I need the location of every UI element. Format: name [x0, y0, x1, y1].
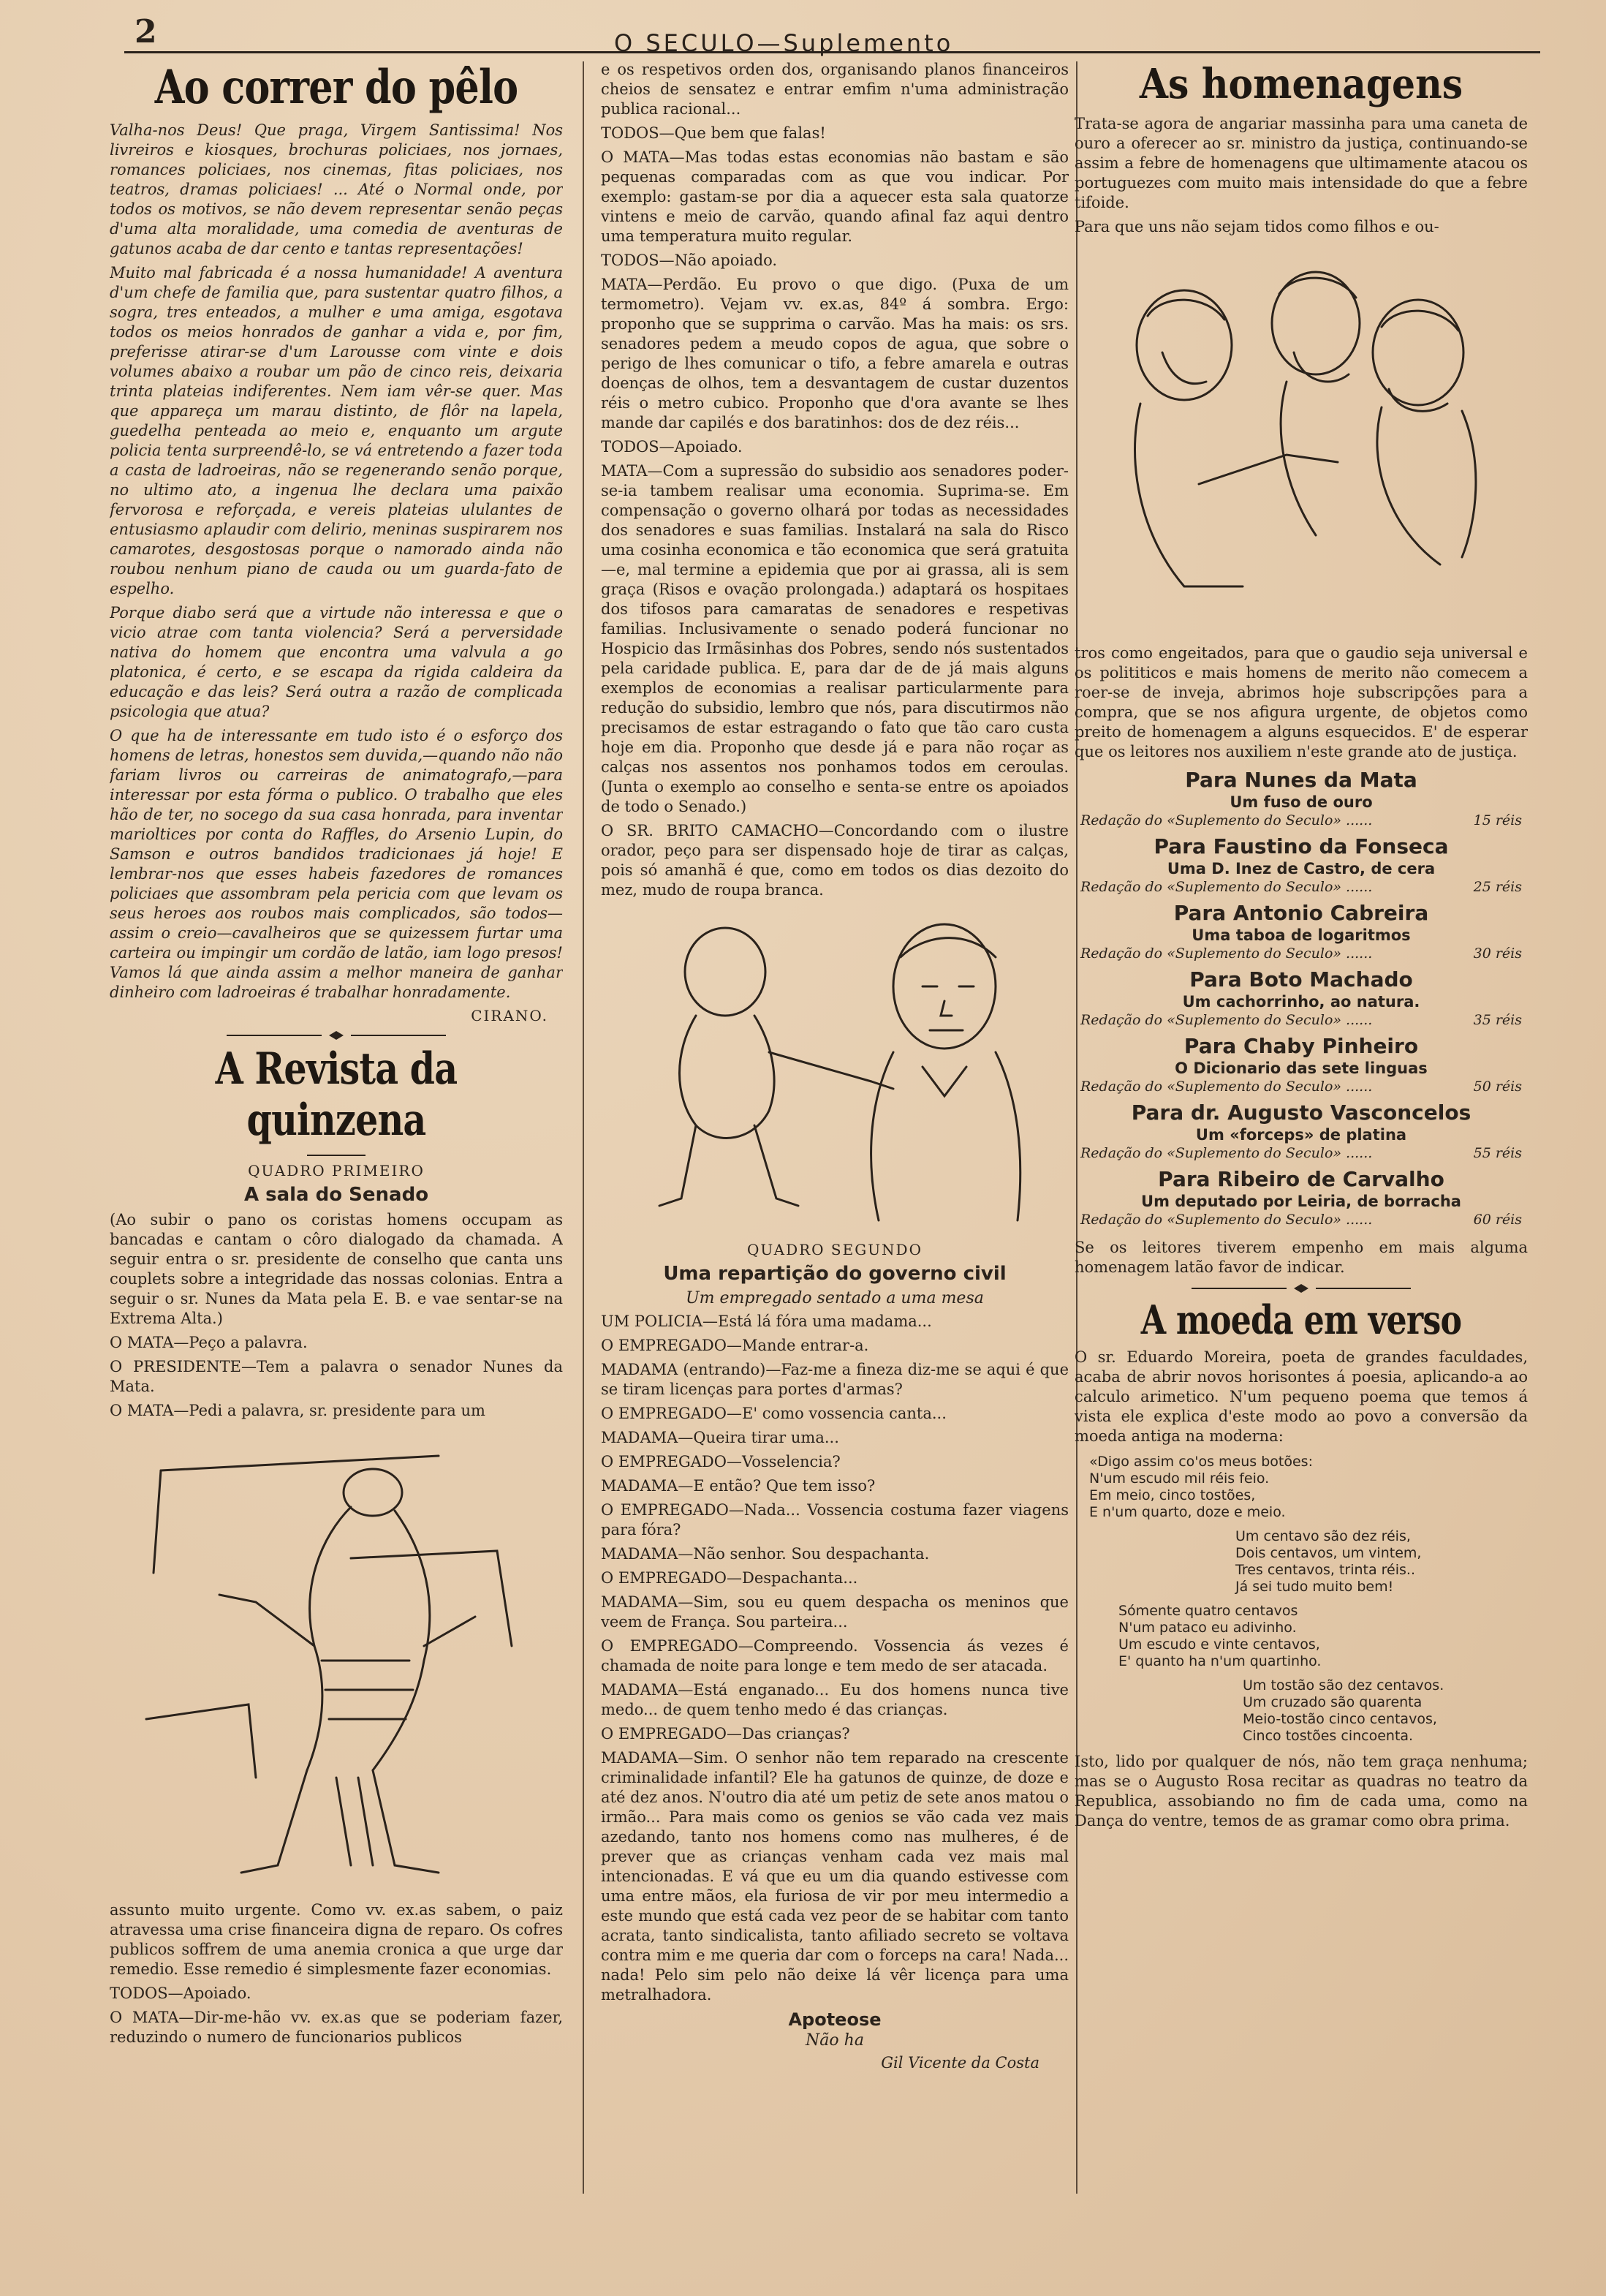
- homenagem-gift: Uma taboa de logaritmos: [1192, 926, 1411, 944]
- homenagem-recipient: Para Faustino da Fonseca: [1154, 834, 1449, 858]
- poem-stanza: [1243, 1677, 1528, 1745]
- dialogue-line: MADAMA—Queira tirar uma...: [601, 1429, 839, 1446]
- article-body: [110, 121, 563, 1002]
- poem-line: Um tostão são dez centavos.: [1243, 1677, 1444, 1693]
- homenagem-recipient: Para dr. Augusto Vasconcelos: [1131, 1100, 1471, 1125]
- paragraph: O SR. BRITO CAMACHO—Concordando com o ilustre orador, peço para ser dispensado hoje de tirar as calças, pois só amanhã é que, como em todos os dias dezoito do mez, mudo de roupa branca.: [601, 822, 1069, 899]
- homenagem-amount: 15 réis: [1473, 812, 1522, 828]
- homenagem-entry: [1075, 834, 1528, 895]
- paragraph: O MATA—Peço a palavra.: [110, 1334, 308, 1351]
- homenagem-recipient: Para Ribeiro de Carvalho: [1158, 1167, 1444, 1191]
- homenagem-entry: [1075, 768, 1528, 828]
- paragraph: Se os leitores tiverem empenho em mais alguma homenagem latão favor de indicar.: [1075, 1239, 1528, 1276]
- signature: CIRANO.: [471, 1007, 548, 1024]
- poem-line: N'um pataco eu adivinho.: [1118, 1620, 1297, 1636]
- poem-line: «Digo assim co'os meus botões:: [1089, 1454, 1313, 1470]
- homenagem-amount: 50 réis: [1473, 1079, 1522, 1095]
- poem-line: Um centavo são dez réis,: [1235, 1528, 1411, 1544]
- dialogue-line: MADAMA—Não senhor. Sou despachanta.: [601, 1545, 930, 1563]
- homenagem-gift: Um cachorrinho, ao natura.: [1182, 993, 1420, 1011]
- paragraph: TODOS—Não apoiado.: [601, 252, 778, 269]
- poem-line: E' quanto ha n'um quartinho.: [1118, 1653, 1322, 1669]
- ornament-divider: [1075, 1283, 1528, 1294]
- dialogue-line: O EMPREGADO—Compreendo. Vossencia ás vezes é chamada de noite para longe e tem medo de ser atacada.: [601, 1637, 1069, 1674]
- homenagem-line: [1075, 1212, 1528, 1228]
- paragraph: Para que uns não sejam tidos como filhos e ou-: [1075, 218, 1439, 235]
- dialogue-line: O EMPREGADO—Vosselencia?: [601, 1453, 841, 1470]
- dialogue-line: MADAMA—Sim. O senhor não tem reparado na crescente criminalidade infantil? Ele ha gatunos de quinze, de doze e até dez anos. N'outro dia até um petiz de sete anos matou o irmão... Para mais como os genios se vão cada vez mais azedando, tanto nos homens como nas mulheres, é de prever que as crianças venham cada vez mais mal intencionadas. E vá que eu um dia quando estivesse com uma entre mãos, ela furiosa de vir por meu intermedio a este mundo que está cada vez peor de se habitar com tanto acrata, tanto sindicalista, tanto afiliado secreto se voltava contra mim e me queria dar com o forceps na cara! Nada... nada! Pelo sim pelo não deixe lá vêr licença para uma metralhadora.: [601, 1749, 1069, 2004]
- paragraph: e os respetivos orden dos, organisando planos financeiros cheios de sensatez e entrar emfim n'uma administração publica racional...: [601, 61, 1069, 118]
- homenagem-amount: 60 réis: [1473, 1212, 1522, 1228]
- dialogue-line: O EMPREGADO—Despachanta...: [601, 1569, 858, 1587]
- column-left: [110, 60, 563, 2238]
- homenagem-amount: 55 réis: [1473, 1145, 1522, 1161]
- article-title: Ao correr do pêlo: [154, 60, 518, 115]
- paragraph: tros como engeitados, para que o gaudio seja universal e os polititicos e mais homens de merito não comecem a roer-se de inveja, abrimos hoje subscripções para a compra, que se nos afigura urgente, de objetos como preito de homenagem a alguns esquecidos. E' de esperar que os leitores nos auxiliem n'este grande ato de justiça.: [1075, 644, 1528, 760]
- page-number: 2: [135, 13, 157, 50]
- homenagem-source: Redação do «Suplemento do Seculo» ......: [1080, 879, 1373, 895]
- article-title: A Revista da quinzena: [215, 1043, 458, 1146]
- poem-line: Meio-tostão cinco centavos,: [1243, 1711, 1437, 1727]
- poem-line: Cinco tostões cincoenta.: [1243, 1728, 1414, 1744]
- homenagem-recipient: Para Boto Machado: [1189, 967, 1413, 992]
- homenagem-line: [1075, 1012, 1528, 1028]
- paragraph: assunto muito urgente. Como vv. ex.as sabem, o paiz atravessa uma crise financeira digna de reparo. Os cofres publicos soffrem de uma anemia cronica a que urge dar remedio. Esse remedio é simplesmente fazer economias.: [110, 1901, 563, 1978]
- homenagem-gift: Uma D. Inez de Castro, de cera: [1167, 860, 1436, 877]
- poem-stanza: [1089, 1454, 1528, 1521]
- author-signature: Gil Vicente da Costa: [881, 2054, 1039, 2072]
- poem-line: Sómente quatro centavos: [1118, 1603, 1298, 1619]
- homenagem-gift: O Dicionario das sete linguas: [1175, 1060, 1428, 1077]
- homenagem-entry: [1075, 967, 1528, 1028]
- homenagem-line: [1075, 879, 1528, 895]
- homenagem-line: [1075, 1079, 1528, 1095]
- poem-stanza: [1235, 1528, 1528, 1596]
- dialogue-line: O EMPREGADO—E' como vossencia canta...: [601, 1405, 947, 1422]
- homenagem-line: [1075, 812, 1528, 828]
- ornament-divider: [110, 1152, 563, 1159]
- dialogue-line: MADAMA (entrando)—Faz-me a fineza diz-me se aqui é que se tiram licenças para portes d'armas?: [601, 1361, 1069, 1398]
- dialogue-line: UM POLICIA—Está lá fóra uma madama...: [601, 1313, 932, 1330]
- homenagem-source: Redação do «Suplemento do Seculo» ......: [1080, 812, 1373, 828]
- poem-line: Dois centavos, um vintem,: [1235, 1545, 1422, 1561]
- dialogue-line: MADAMA—Sim, sou eu quem despacha os meninos que veem de França. Sou parteira...: [601, 1593, 1069, 1631]
- homenagem-entry: [1075, 1034, 1528, 1095]
- poem-line: Um cruzado são quarenta: [1243, 1694, 1423, 1710]
- illustration-baby-and-man: [630, 906, 1039, 1235]
- paragraph: O sr. Eduardo Moreira, poeta de grandes faculdades, acaba de abrir novos horisontes á poesia, aplicando-a ao calculo arimetico. N'um pequeno poema que temos á vista ele explica d'este modo ao povo a conversão da moeda antiga na moderna:: [1075, 1348, 1528, 1445]
- scene-label: QUADRO SEGUNDO: [747, 1241, 923, 1258]
- article-title: A moeda em verso: [1140, 1296, 1462, 1343]
- paragraph: (Ao subir o pano os coristas homens occupam as bancadas e cantam o côro dialogado da chamada. A seguir entra o sr. presidente de conselho que canta uns couplets sobre a integridade das nossas colonias. Entra a seguir o sr. Nunes da Mata pela E. B. e vae sentar-se na Extrema Alta.): [110, 1211, 563, 1327]
- poem-line: Um escudo e vinte centavos,: [1118, 1636, 1320, 1653]
- homenagem-amount: 35 réis: [1473, 1012, 1522, 1028]
- homenagem-amount: 25 réis: [1473, 879, 1522, 895]
- paragraph: TODOS—Apoiado.: [110, 1985, 251, 2002]
- poem-line: N'um escudo mil réis feio.: [1089, 1470, 1270, 1487]
- poem-line: Tres centavos, trinta réis..: [1235, 1562, 1416, 1578]
- paragraph: TODOS—Que bem que falas!: [601, 124, 826, 142]
- homenagem-line: [1075, 1145, 1528, 1161]
- apoteose-heading: Apoteose: [788, 2009, 882, 2030]
- homenagem-source: Redação do «Suplemento do Seculo» ......: [1080, 945, 1373, 962]
- paragraph: O MATA—Mas todas estas economias não bastam e são pequenas comparadas com as que vou indicar. Por exemplo: gastam-se por dia a aquecer esta sala quatorze vintens e meio de carvão, quando afinal faz aqui dentro uma temperatura muito regular.: [601, 148, 1069, 245]
- column-right: [1075, 60, 1528, 2238]
- illustration-three-men: [1096, 243, 1506, 638]
- paragraph: Valha-nos Deus! Que praga, Virgem Santissima! Nos livreiros e kiosques, brochuras policiaes, nos jornaes, romances policiaes, nos cinemas, fitas policiaes, nos teatros, dramas policiaes! ... Até o Normal onde, por todos os motivos, se não devem representar senão peças d'uma alta moralidade, uma comedia de aventuras de gatunos acaba de dar cento e tantas representações!: [110, 121, 563, 257]
- homenagem-gift: Um «forceps» de platina: [1195, 1126, 1407, 1144]
- poem-stanza: [1118, 1603, 1528, 1670]
- paragraph: MATA—Perdão. Eu provo o que digo. (Puxa de um termometro). Vejam vv. ex.as, 84º á sombra. Ergo: proponho que se supprima o carvão. Mas ha mais: os srs. senadores pedem a meudo copos de agua, que sobre o perigo de lhes comunicar o tifo, a febre amarela e outras doenças de olhos, tem a desvantagem de custar duzentos réis o metro cubico. Proponho que d'ora avante se lhes mande dar capilés e dos baratinhos: dos de dez réis...: [601, 276, 1069, 431]
- homenagem-amount: 30 réis: [1473, 945, 1522, 962]
- paragraph: Porque diabo será que a virtude não interessa e que o vicio atrae com tanta violencia? Será a perversidade nativa do homem que encontra uma valvula a go platonica, é certo, e se escapa da rigida caldeira da educação e das leis? Será outra a razão de complicada psicologia que atua?: [110, 604, 563, 720]
- poem-line: Já sei tudo muito bem!: [1235, 1579, 1394, 1595]
- paragraph: O que ha de interessante em tudo isto é o esforço dos homens de letras, honestos sem duvida,—quando não não fariam livros ou carreiras de animatografo,—para interessar por esta fórma o publico. O trabalho que eles hão de ter, no socego da sua casa honrada, para inventar marioltices por conta do Raffles, do Arsenio Lupin, do Samson e outros bandidos tradicionaes já hoje! E lembrar-nos que esses habeis fazedores de romances policiaes que assombram pela pericia com que levam os seus heroes aos roubos mais complicados, são todos—assim o creio—cavalheiros que se quizessem furtar uma carteira ou impingir um cordão de latão, iam logo presos! Vamos lá que ainda assim a melhor maneira de ganhar dinheiro com ladroeiras é trabalhar honradamente.: [110, 727, 563, 1001]
- scene-title: A sala do Senado: [243, 1184, 429, 1206]
- scene-subtitle: Um empregado sentado a uma mesa: [686, 1289, 984, 1307]
- poem-line: E n'um quarto, doze e meio.: [1089, 1504, 1286, 1520]
- paragraph: Muito mal fabricada é a nossa humanidade! A aventura d'um chefe de familia que, para sustentar quatro filhos, a sogra, tres enteados, a mulher e uma amiga, esgotava todos os meios honrados de ganhar a vida e, por fim, preferisse atirar-se d'um Larousse com vinte e dois volumes abaixo a roubar um pão de cinco reis, deixaria trinta plateias indiferentes. Nem iam vêr-se quer. Mas que appareça um marau distinto, de flôr na lapela, guedelha penteada ao meio e, enquanto um argute policia tenta surpreendê-lo, se vá entretendo a fazer toda a casta de ladroeiras, não se regenerando senão porque, no ultimo ato, a ingenua lhe declara uma paixão fervorosa e reforçada, e vereis plateias ululantes de entusiasmo aplaudir com delirio, meninas suspirarem nos camarotes, desgostosas porque o namorado ainda não roubou nenhum piano de cauda ou um guarda-fato de espelho.: [110, 264, 563, 597]
- dialogue-line: O EMPREGADO—Mande entrar-a.: [601, 1337, 869, 1354]
- homenagem-gift: Um deputado por Leiria, de borracha: [1141, 1193, 1461, 1210]
- homenagem-gift: Um fuso de ouro: [1230, 793, 1373, 811]
- running-title: O SECULO—Suplemento: [614, 29, 954, 57]
- ornament-divider: [110, 1030, 563, 1041]
- scene-title: Uma repartição do governo civil: [663, 1263, 1007, 1285]
- homenagem-recipient: Para Antonio Cabreira: [1173, 901, 1429, 925]
- paragraph: MATA—Com a supressão do subsidio aos senadores poder-se-ia tambem realisar uma economia. Suprima-se. Em compensação o governo olhará por todas as necessidades dos senadores e suas familias. Instalará na sala do Risco uma cosinha economica e tão economica que será gratuita—e, mal termine a epidemia que por ai grassa, ali is sem graça (Risos e ovação prolongada.) adaptará os hospitaes dos tifosos para camaratas de senadores e respetivas familias. Inclusivamente o senado poderá funcionar no Hospicio das Irmãsinhas dos Pobres, sendo nós sustentados pela caridade publica. E, para dar de de já mais alguns exemplos de economias a realisar particularmente para redução do subsidio, lembro que nós, para discutirmos não precisamos de estar estragando o fato que tão caro custa hoje em dia. Proponho que desde já e para não roçar as calças nos assentos nos ponhamos todos em ceroulas. (Junta o exemplo ao conselho e senta-se entre os apoiados de todo o Senado.): [601, 462, 1069, 815]
- homenagem-entry: [1075, 1167, 1528, 1228]
- homenagem-source: Redação do «Suplemento do Seculo» ......: [1080, 1145, 1373, 1161]
- scene-label: QUADRO PRIMEIRO: [248, 1162, 425, 1179]
- column-middle: [601, 60, 1069, 2238]
- header-rule: [124, 51, 1540, 53]
- paragraph: O MATA—Dir-me-hão vv. ex.as que se poderiam fazer, reduzindo o numero de funcionarios publicos: [110, 2009, 563, 2046]
- homenagem-entry: [1075, 1100, 1528, 1161]
- dialogue-line: MADAMA—Está enganado... Eu dos homens nunca tive medo... de quem tenho medo é das crianças.: [601, 1681, 1069, 1718]
- paragraph: Isto, lido por qualquer de nós, não tem graça nenhuma; mas se o Augusto Rosa recitar as quadras no teatro da Republica, assobiando no fim de cada uma, como na Dança do ventre, temos de as gramar como obra prima.: [1075, 1753, 1528, 1829]
- paragraph: Trata-se agora de angariar massinha para uma caneta de ouro a oferecer ao sr. ministro da justiça, continuando-se assim a febre de homenagens que ultimamente atacou os portuguezes com muito mais intensidade do que a febre tifoide.: [1075, 115, 1528, 211]
- paragraph: O MATA—Pedi a palavra, sr. presidente para um: [110, 1402, 485, 1419]
- apoteose-note: Não ha: [806, 2031, 864, 2050]
- paragraph: O PRESIDENTE—Tem a palavra o senador Nunes da Mata.: [110, 1358, 563, 1395]
- homenagem-source: Redação do «Suplemento do Seculo» ......: [1080, 1012, 1373, 1028]
- homenagem-recipient: Para Chaby Pinheiro: [1183, 1034, 1419, 1058]
- dialogue-line: MADAMA—E então? Que tem isso?: [601, 1477, 876, 1495]
- article-title: As homenagens: [1139, 60, 1463, 108]
- dialogue-line: O EMPREGADO—Das crianças?: [601, 1725, 850, 1742]
- paragraph: TODOS—Apoiado.: [601, 438, 743, 456]
- homenagem-line: [1075, 945, 1528, 962]
- homenagem-source: Redação do «Suplemento do Seculo» ......: [1080, 1079, 1373, 1095]
- column-divider: [583, 61, 584, 2194]
- poem-line: Em meio, cinco tostões,: [1089, 1487, 1256, 1503]
- dialogue-line: O EMPREGADO—Nada... Vossencia costuma fazer viagens para fóra?: [601, 1501, 1069, 1538]
- homenagem-recipient: Para Nunes da Mata: [1185, 768, 1417, 792]
- illustration-senator: [132, 1427, 541, 1895]
- homenagem-entry: [1075, 901, 1528, 962]
- homenagem-source: Redação do «Suplemento do Seculo» ......: [1080, 1212, 1373, 1228]
